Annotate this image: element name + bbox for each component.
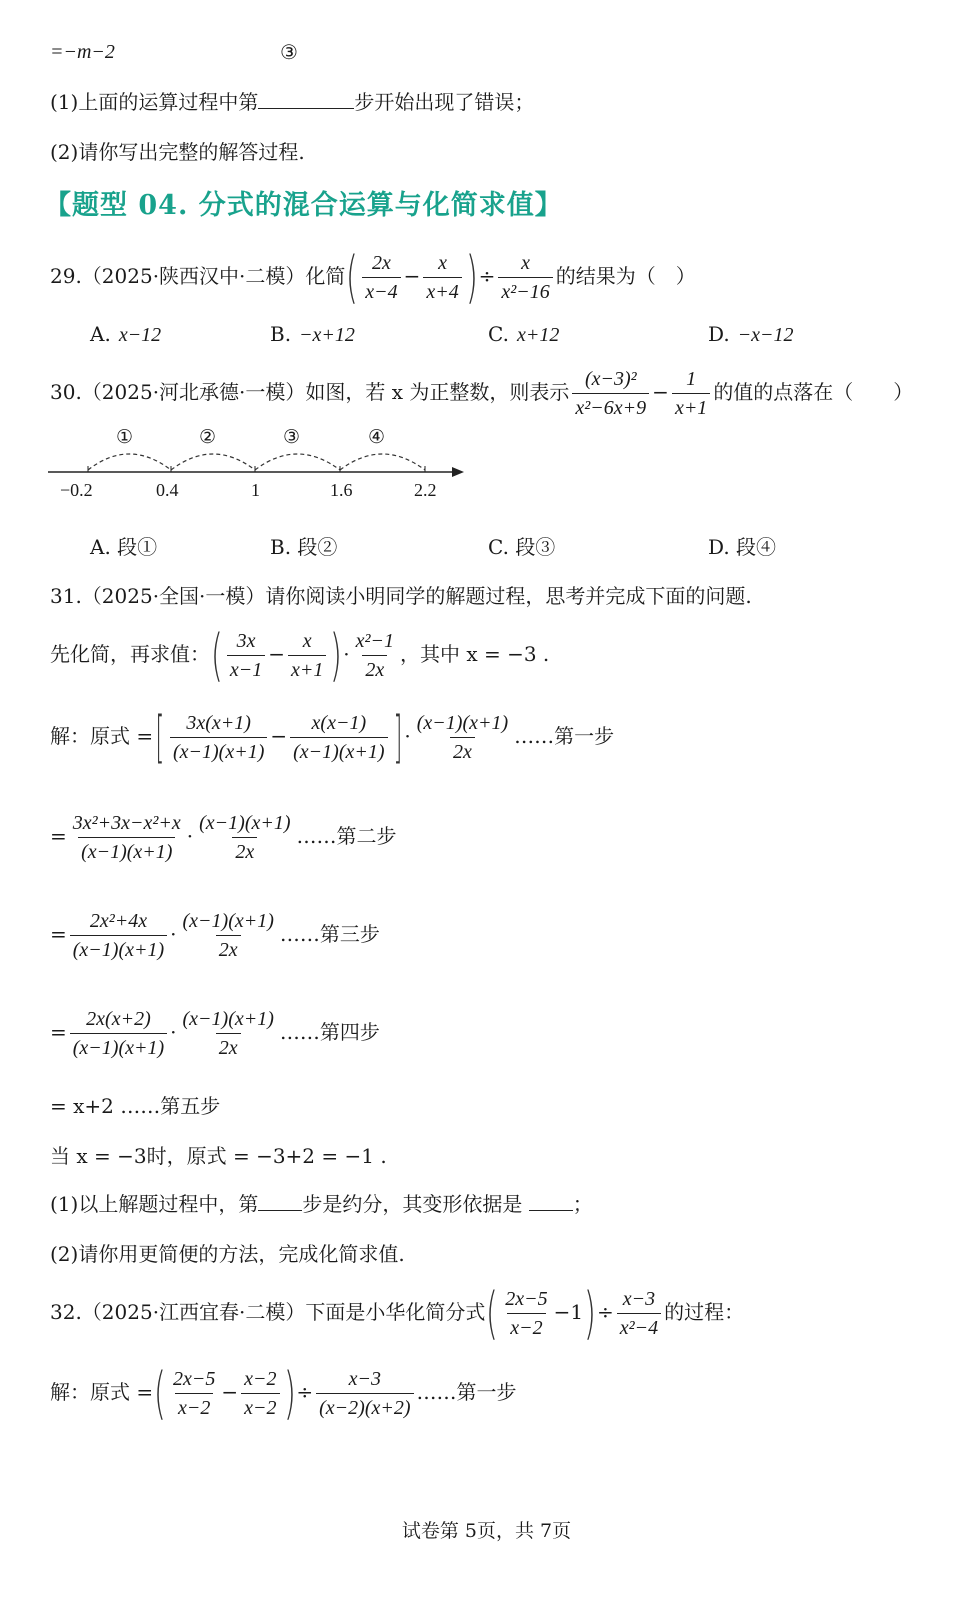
q32-solution-prefix: 解：原式 = xyxy=(50,1380,154,1404)
top-expression: =−m−2 xyxy=(50,41,115,63)
answer-blank[interactable] xyxy=(258,1190,302,1211)
q31-part2: (2)请你用更简便的方法，完成化简求值. xyxy=(50,1242,405,1266)
q31-step-4: = $\frac{2x(x+2)}{(x-1)(x+1)}$ · $\frac{(x-1)(x+1)}{2x}$ ……第四步 xyxy=(50,1008,380,1059)
step2-fraction: $\frac{\text{3x²+3x−x²+x}}{(x-1)(x+1)}$ xyxy=(72,812,181,863)
q29-fraction-2: $\frac{x}{x+4}$ xyxy=(423,251,461,304)
left-paren: ( xyxy=(154,1360,167,1426)
q30-stem: 30.（2025·河北承德·一模）如图，若 x 为正整数，则表示 $\frac{\text{(x−3)²}}{\text{x²−6x+9}}$ − $\frac{1}{x+1}$ 的值的点落在（ ） xyxy=(50,368,914,419)
q29-stem: 29.（2025·陕西汉中·二模）化简( $\frac{2x}{x-4}$ − $\frac{x}{x+4}$ )÷ $\frac{x}{\text{x²−16}}$ 的结果为（ ） xyxy=(50,244,696,310)
q29-option-d[interactable]: D. −x−12 xyxy=(708,322,794,346)
q31-part1 xyxy=(50,1190,593,1218)
segment-label-3: ③ xyxy=(283,426,301,448)
q29-fraction-1: $\frac{2x}{x-4}$ xyxy=(362,251,400,304)
q31-task-prefix: 先化简，再求值： xyxy=(50,642,210,666)
q31-step-2: = $\frac{\text{3x²+3x−x²+x}}{(x-1)(x+1)}$ · $\frac{(x-1)(x+1)}{2x}$ ……第二步 xyxy=(50,812,397,863)
right-paren: ) xyxy=(465,244,478,310)
q31-step-1: 解：原式 =[ $\frac{3x(x+1)}{(x-1)(x+1)}$ − $\frac{x(x-1)}{(x-1)(x+1)}$ ] · $\frac{(x-1)(x+1)}{2x}$ ……第一步 xyxy=(50,704,615,770)
step-marker: ③ xyxy=(280,40,298,64)
q29-suffix: 的结果为（ ） xyxy=(555,264,696,288)
segment-arc-1 xyxy=(88,454,171,470)
q31-step-5: = x+2 ……第五步 xyxy=(50,1094,221,1118)
left-bracket: [ xyxy=(155,704,165,770)
q32-step-1-label: ……第一步 xyxy=(416,1380,517,1404)
q31-part1-a: (1)以上解题过程中，第 xyxy=(50,1192,259,1216)
q30-prefix: 30.（2025·河北承德·一模）如图，若 x 为正整数，则表示 xyxy=(50,380,570,404)
q31-evaluation: 当 x = −3时，原式 = −3+2 = −1 . xyxy=(50,1144,387,1168)
q31-solution-prefix: 解：原式 = xyxy=(50,724,154,748)
q28-part1-prefix: (1)上面的运算过程中第 xyxy=(50,90,259,114)
page-footer: 试卷第 5页，共 7页 xyxy=(401,1520,572,1542)
q31-intro: 31.（2025·全国·一模）请你阅读小明同学的解题过程，思考并完成下面的问题. xyxy=(50,584,752,608)
step3-fraction-c: $\frac{(x-1)(x+1)}{2x}$ xyxy=(182,910,274,961)
q29-option-a[interactable]: A. x−12 xyxy=(90,322,162,346)
step3-fraction: $\frac{\text{2x²+4x}}{(x-1)(x+1)}$ xyxy=(70,909,167,962)
tick-label: −0.2 xyxy=(60,480,93,500)
q31-task-fraction-3: $\frac{\text{x²−1}}{2x}$ xyxy=(355,630,394,681)
q31-task-fraction-2: $\frac{x}{x+1}$ xyxy=(288,629,326,682)
segment-label-1: ① xyxy=(116,426,134,448)
section-heading: 【题型 04. 分式的混合运算与化简求值】 xyxy=(44,190,563,221)
minus-one: −1 xyxy=(553,1300,584,1324)
number-line-figure xyxy=(48,424,478,486)
segment-arcs xyxy=(88,454,425,470)
tick-label: 1.6 xyxy=(330,480,353,500)
q32-fraction-1: $\frac{2x-5}{x-2}$ xyxy=(505,1288,548,1339)
answer-blank[interactable] xyxy=(529,1190,573,1211)
step-1-label: ……第一步 xyxy=(514,724,615,748)
q29-option-c[interactable]: C. x+12 xyxy=(488,322,560,346)
segment-label-4: ④ xyxy=(368,426,386,448)
q31-part1-c: ； xyxy=(572,1192,593,1216)
q32-step1-fraction-a: $\frac{2x-5}{x-2}$ xyxy=(172,1368,216,1419)
step4-fraction: $\frac{2x(x+2)}{(x-1)(x+1)}$ xyxy=(70,1007,167,1060)
step1-fraction-c: $\frac{(x-1)(x+1)}{2x}$ xyxy=(416,712,509,763)
q30-option-d[interactable]: D. 段④ xyxy=(708,535,777,559)
left-paren: ( xyxy=(346,244,359,310)
q32-fraction-2: $\frac{x-3}{\text{x²−4}}$ xyxy=(617,1287,661,1340)
right-paren: ) xyxy=(584,1280,597,1346)
q32-step1-fraction-b: $\frac{x-2}{x-2}$ xyxy=(241,1367,279,1420)
right-bracket: ] xyxy=(393,704,402,770)
q31-step-3: = $\frac{\text{2x²+4x}}{(x-1)(x+1)}$ · $\frac{(x-1)(x+1)}{2x}$ ……第三步 xyxy=(50,910,380,961)
q31-task-fraction-1: $\frac{3x}{x-1}$ xyxy=(227,629,265,682)
q32-solution-step-1: 解：原式 =( $\frac{2x-5}{x-2}$ − $\frac{x-2}{x-2}$ )÷ $\frac{x-3}{(x-2)(x+2)}$ ……第一步 xyxy=(50,1360,517,1426)
q29-option-b[interactable]: B. −x+12 xyxy=(270,322,355,346)
segment-arc-3 xyxy=(255,454,340,470)
right-paren: ) xyxy=(330,622,343,688)
step4-fraction-c: $\frac{(x-1)(x+1)}{2x}$ xyxy=(182,1008,274,1059)
segment-arc-2 xyxy=(171,454,255,470)
q31-task-suffix: ，其中 x = −3 . xyxy=(399,642,550,666)
tick-label: 0.4 xyxy=(156,480,179,500)
step1-fraction-b: $\frac{x(x-1)}{(x-1)(x+1)}$ xyxy=(290,711,387,764)
segment-arc-4 xyxy=(340,454,425,470)
q30-option-b[interactable]: B. 段② xyxy=(270,535,338,559)
q30-option-a[interactable]: A. 段① xyxy=(90,535,158,559)
q31-part1-b: 步是约分，其变形依据是 xyxy=(302,1192,523,1216)
q31-task: 先化简，再求值：( $\frac{3x}{x-1}$ − $\frac{x}{x+1}$ )· $\frac{\text{x²−1}}{2x}$ ，其中 x = −3 . xyxy=(50,622,550,688)
left-paren: ( xyxy=(210,622,223,688)
left-paren: ( xyxy=(486,1280,499,1346)
q30-option-c[interactable]: C. 段③ xyxy=(488,535,556,559)
q30-suffix: 的值的点落在（ ） xyxy=(713,380,914,404)
q28-part2: (2)请你写出完整的解答过程. xyxy=(50,140,305,164)
q32-prefix: 32.（2025·江西宜春·二模）下面是小华化简分式 xyxy=(50,1300,486,1324)
q32-suffix: 的过程： xyxy=(664,1300,745,1324)
answer-blank[interactable] xyxy=(258,88,354,109)
step-4-label: ……第四步 xyxy=(279,1020,380,1044)
q32-stem: 32.（2025·江西宜春·二模）下面是小华化简分式( $\frac{2x-5}{x-2}$ −1)÷ $\frac{x-3}{\text{x²−4}}$ 的过程： xyxy=(50,1280,745,1346)
arrow-icon xyxy=(452,467,464,477)
q28-part1 xyxy=(50,88,534,116)
q30-fraction-2: $\frac{1}{x+1}$ xyxy=(672,367,710,420)
q30-fraction-1: $\frac{\text{(x−3)²}}{\text{x²−6x+9}}$ xyxy=(572,367,649,420)
q28-part1-suffix: 步开始出现了错误； xyxy=(354,90,535,114)
tick-label: 1 xyxy=(251,480,260,500)
right-paren: ) xyxy=(283,1360,296,1426)
q29-prefix: 29.（2025·陕西汉中·二模）化简 xyxy=(50,264,346,288)
step2-fraction-c: $\frac{(x-1)(x+1)}{2x}$ xyxy=(199,812,291,863)
step-3-label: ……第三步 xyxy=(279,922,380,946)
segment-label-2: ② xyxy=(199,426,217,448)
q32-step1-fraction-c: $\frac{x-3}{(x-2)(x+2)}$ xyxy=(316,1367,413,1420)
q29-fraction-3: $\frac{x}{\text{x²−16}}$ xyxy=(498,251,552,304)
step-2-label: ……第二步 xyxy=(296,824,397,848)
step1-fraction-a: $\frac{3x(x+1)}{(x-1)(x+1)}$ xyxy=(170,711,267,764)
tick-label: 2.2 xyxy=(414,480,437,500)
